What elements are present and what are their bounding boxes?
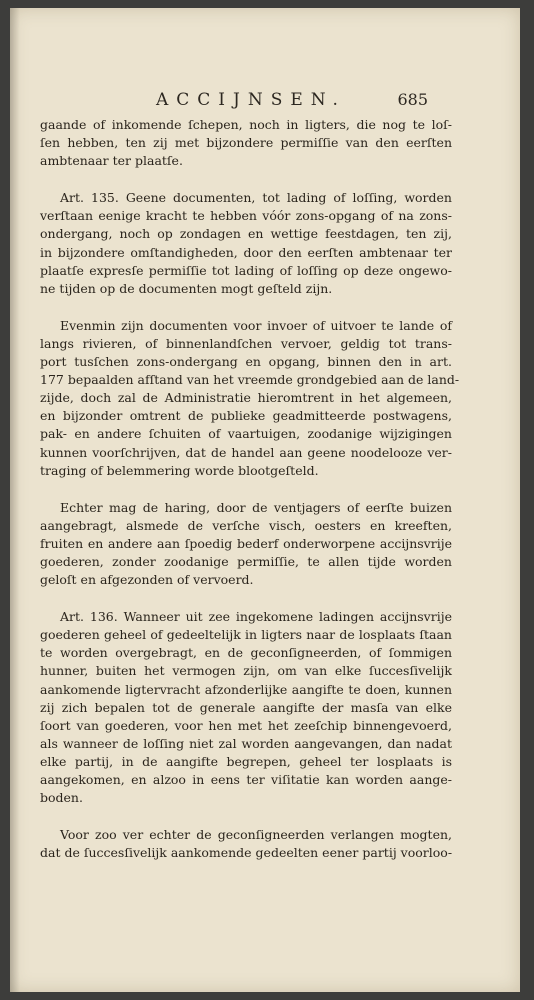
text-line: goederen geheel of gedeeltelijk in ligters naar de losplaats ſtaan [40, 627, 452, 643]
text-line: in bijzondere omſtandigheden, door den eerſten ambtenaar ter [40, 244, 452, 260]
text-line: goederen, zonder zoodanige permiſſie, te allen tijde worden [40, 553, 452, 569]
paragraph [40, 116, 452, 170]
text-line: Echter mag de haring, door de ventjagers of eerſte buizen [60, 499, 452, 515]
text-line: Evenmin zijn documenten voor invoer of uitvoer te lande of [60, 317, 452, 333]
text-line: als wanneer de loſſing niet zal worden aangevangen, dan nadat [40, 735, 452, 751]
page-number: 685 [397, 90, 428, 109]
text-line: port tusſchen zons-ondergang en opgang, binnen den in art. [40, 354, 452, 370]
text-line: ondergang, noch op zondagen en wettige feestdagen, ten zij, [40, 226, 452, 242]
text-line: Art. 136. Wanneer uit zee ingekomene ladingen accijnsvrije [60, 609, 452, 625]
text-line: zijde, doch zal de Administratie hieromtrent in het algemeen, [40, 390, 452, 406]
text-line: ſen hebben, ten zij met bijzondere permiſſie van den eerſten [40, 135, 452, 151]
text-line: aankomende ligtervracht afzonderlijke aangifte te doen, kunnen [40, 681, 452, 697]
page-header [10, 90, 520, 114]
text-line: verſtaan eenige kracht te hebben vóór zons-opgang of na zons- [40, 208, 452, 224]
spine-shadow [10, 8, 20, 992]
text-line: zij zich bepalen tot de generale aangifte der masſa van elke [40, 699, 452, 715]
paragraph [40, 499, 452, 589]
text-line: ne tijden op de documenten mogt geſteld zijn. [40, 280, 333, 296]
paragraph [40, 317, 460, 480]
text-line: pak- en andere ſchuiten of vaartuigen, zoodanige wijzigingen [40, 426, 452, 442]
paragraph-art-135 [40, 189, 452, 298]
text-line: geloſt en afgezonden of vervoerd. [40, 572, 254, 588]
text-line: 177 bepaalden afſtand van het vreemde grondgebied aan de land- [40, 372, 460, 388]
body-text [40, 116, 460, 862]
text-line: dat de ſuccesſivelijk aankomende gedeelten eener partij voorloo- [40, 845, 453, 861]
text-line: fruiten en andere aan ſpoedig bederf onderworpene accijnsvrije [40, 535, 452, 551]
paragraph [40, 826, 452, 862]
paragraph-art-136 [40, 608, 452, 807]
text-line: plaatſe expresſe permiſſie tot lading of loſſing op deze ongewo- [40, 262, 452, 278]
text-line: boden. [40, 790, 83, 806]
text-line: langs rivieren, of binnenlandſchen vervoer, geldig tot trans- [40, 335, 452, 351]
text-line: elke partij, in de aangifte begrepen, geheel ter losplaats is [40, 753, 452, 769]
text-line: traging of belemmering worde blootgeſteld. [40, 462, 319, 478]
text-line: en bijzonder omtrent de publieke geadmitteerde postwagens, [40, 408, 452, 424]
text-line: aangebragt, alsmede de verſche visch, oesters en kreeften, [40, 517, 452, 533]
book-page [10, 8, 520, 992]
text-line: ambtenaar ter plaatſe. [40, 153, 183, 169]
running-title: ACCIJNSEN. [156, 90, 346, 110]
text-line: te worden overgebragt, en de geconſigneerden, of ſommigen [40, 645, 452, 661]
text-line: hunner, buiten het vermogen zijn, om van elke ſuccesſivelijk [40, 663, 452, 679]
text-line: Art. 135. Geene documenten, tot lading of loſſing, worden [60, 190, 452, 206]
text-line: ſoort van goederen, voor hen met het zeeſchip binnengevoerd, [40, 717, 452, 733]
text-line: aangekomen, en alzoo in eens ter viſitatie kan worden aange- [40, 772, 452, 787]
text-line: kunnen voorſchrijven, dat de handel aan geene noodelooze ver- [40, 444, 452, 460]
text-line: Voor zoo ver echter de geconſigneerden verlangen mogten, [60, 827, 452, 843]
text-line: gaande of inkomende ſchepen, noch in ligters, die nog te loſ- [40, 117, 452, 132]
